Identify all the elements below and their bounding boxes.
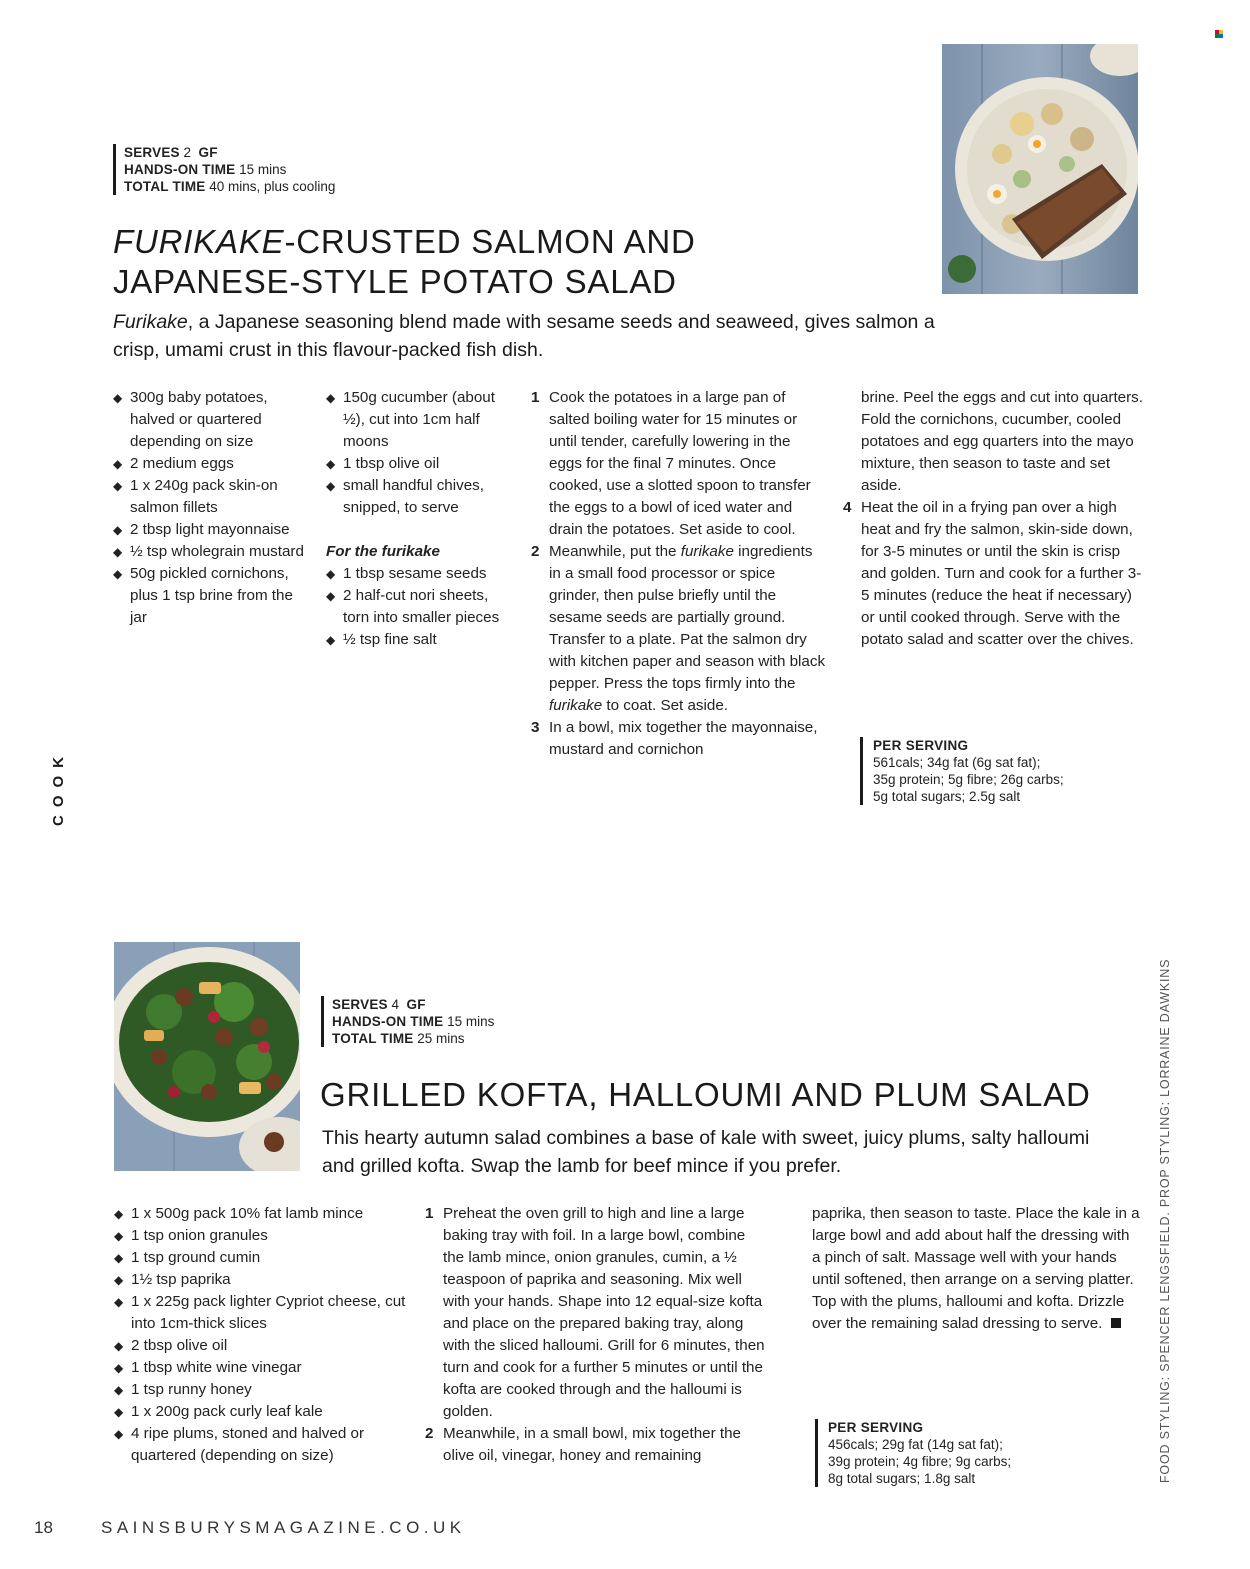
ingredient-item: ◆ ½ tsp fine salt [326, 629, 516, 651]
recipe1-intro: Furikake, a Japanese seasoning blend made with sesame seeds and seaweed, gives salmon a crisp, umami crust in this flavour-packed fish dish. [113, 311, 935, 361]
ingredient-item: ◆ 2 medium eggs [113, 453, 308, 475]
title-italic-word: FURIKAKE [113, 223, 285, 260]
end-square-icon [1111, 1318, 1121, 1328]
recipe1-ingredients-col2 [326, 387, 516, 651]
ingredient-item: ◆ 1 x 200g pack curly leaf kale [114, 1401, 409, 1423]
section-label: COOK [50, 749, 67, 826]
photo-credit: FOOD STYLING: SPENCER LENGSFIELD. PROP STYLING: LORRAINE DAWKINS [1158, 958, 1172, 1483]
recipe2-ingredients [114, 1203, 409, 1467]
ingredient-item: ◆ 2 tbsp light mayonnaise [113, 519, 308, 541]
recipe1-ingredients-col1 [113, 387, 308, 629]
ingredient-item: ◆ 1 tsp ground cumin [114, 1247, 409, 1269]
method-step: 3 In a bowl, mix together the mayonnaise, mustard and cornichon [531, 719, 818, 758]
recipe1-method-col2 [843, 387, 1143, 651]
recipe2-nutrition: PER SERVING 456cals; 29g fat (14g sat fat); 39g protein; 4g fibre; 9g carbs; 8g total sugars; 1.8g salt [815, 1419, 1088, 1487]
ingredient-item: ◆ 300g baby potatoes, halved or quartered depending on size [113, 387, 308, 453]
recipe2-method-col1 [425, 1203, 770, 1467]
ingredient-item: ◆ 1 tbsp sesame seeds [326, 563, 516, 585]
recipe1-nutrition: PER SERVING 561cals; 34g fat (6g sat fat); 35g protein; 5g fibre; 26g carbs; 5g total sugars; 2.5g salt [860, 737, 1133, 805]
method-step-continued: paprika, then season to taste. Place the kale in a large bowl and add about half the dressing with a pinch of salt. Massage well with your hands until softened, then arrange on a serving platter. Top with the plums, halloumi and kofta. Drizzle over the remaining salad dressing to serve. [812, 1205, 1140, 1332]
title-line2: JAPANESE-STYLE POTATO SALAD [113, 263, 677, 300]
ingredient-item: ◆ 1 tsp runny honey [114, 1379, 409, 1401]
ingredient-item: ◆ 1 tsp onion granules [114, 1225, 409, 1247]
recipe2-meta: SERVES 4 GF HANDS-ON TIME 15 mins TOTAL TIME 25 mins [321, 996, 732, 1047]
method-step: 1 Cook the potatoes in a large pan of salted boiling water for 15 minutes or until tender, carefully lowering in the eggs for the final 7 minutes. Once cooked, use a slotted spoon to transfer the eggs to a bowl of iced water and drain the potatoes. Set aside to cool. [531, 389, 811, 538]
site-url[interactable]: SAINSBURYSMAGAZINE.CO.UK [101, 1518, 466, 1537]
ingredient-item: ◆ 2 half-cut nori sheets, torn into smaller pieces [326, 585, 516, 629]
title-line1: -CRUSTED SALMON AND [284, 223, 696, 260]
recipe2-method-col2 [812, 1203, 1140, 1335]
recipe1-title [113, 222, 913, 302]
furikake-subheading: For the furikake [326, 543, 440, 560]
recipe2-title: GRILLED KOFTA, HALLOUMI AND PLUM SALAD [320, 1076, 1091, 1113]
colour-logo-icon [1215, 30, 1223, 38]
kofta-salad-photo [114, 942, 300, 1171]
ingredient-item: ◆ ½ tsp wholegrain mustard [113, 541, 308, 563]
ingredient-item: ◆ 1 x 240g pack skin-on salmon fillets [113, 475, 308, 519]
ingredient-item: ◆ 50g pickled cornichons, plus 1 tsp brine from the jar [113, 563, 308, 629]
recipe1-method-col1 [531, 387, 826, 761]
ingredient-item: ◆ 1 tbsp white wine vinegar [114, 1357, 409, 1379]
ingredient-item: ◆ 1 x 500g pack 10% fat lamb mince [114, 1203, 409, 1225]
ingredient-item: ◆ 1 x 225g pack lighter Cypriot cheese, cut into 1cm-thick slices [114, 1291, 409, 1335]
method-step: 2 Meanwhile, put the furikake ingredients in a small food processor or spice grinder, then pulse briefly until the sesame seeds are partially ground. Transfer to a plate. Pat the salmon dry with kitchen paper and season with black pepper. Press the tops firmly into the furikake to coat. Set aside. [531, 543, 826, 714]
method-step: 1 Preheat the oven grill to high and line a large baking tray with foil. In a large bowl, combine the lamb mince, onion granules, cumin, a ½ teaspoon of paprika and seasoning. Mix well with your hands. Shape into 12 equal-size kofta and place on the prepared baking tray, along with the sliced halloumi. Grill for 6 minutes, then turn and cook for a further 5 minutes or until the kofta are cooked through and the halloumi is golden. [425, 1205, 765, 1420]
method-step: 2 Meanwhile, in a small bowl, mix together the olive oil, vinegar, honey and remaining [425, 1425, 741, 1464]
salmon-salad-photo [942, 44, 1138, 294]
recipe2-intro: This hearty autumn salad combines a base of kale with sweet, juicy plums, salty halloumi and grilled kofta. Swap the lamb for beef mince if you prefer. [322, 1127, 1090, 1177]
method-step: 4 Heat the oil in a frying pan over a high heat and fry the salmon, skin-side down, for 3-5 minutes or until the skin is crisp and golden. Turn and cook for a further 3-5 minutes (reduce the heat if necessary) or until cooked through. Serve with the potato salad and scatter over the chives. [843, 499, 1142, 648]
ingredient-item: ◆ small handful chives, snipped, to serve [326, 475, 516, 519]
recipe1-meta: SERVES 2 GF HANDS-ON TIME 15 mins TOTAL TIME 40 mins, plus cooling [113, 144, 524, 195]
ingredient-item: ◆ 1½ tsp paprika [114, 1269, 409, 1291]
ingredient-item: ◆ 1 tbsp olive oil [326, 453, 516, 475]
ingredient-item: ◆ 2 tbsp olive oil [114, 1335, 409, 1357]
page-number: 18 [34, 1518, 53, 1537]
ingredient-item: ◆ 150g cucumber (about ½), cut into 1cm half moons [326, 387, 516, 453]
ingredient-item: ◆ 4 ripe plums, stoned and halved or quartered (depending on size) [114, 1423, 409, 1467]
method-step-continued: brine. Peel the eggs and cut into quarters. Fold the cornichons, cucumber, cooled potatoes and egg quarters into the mayo mixture, then season to taste and set aside. [861, 389, 1143, 494]
